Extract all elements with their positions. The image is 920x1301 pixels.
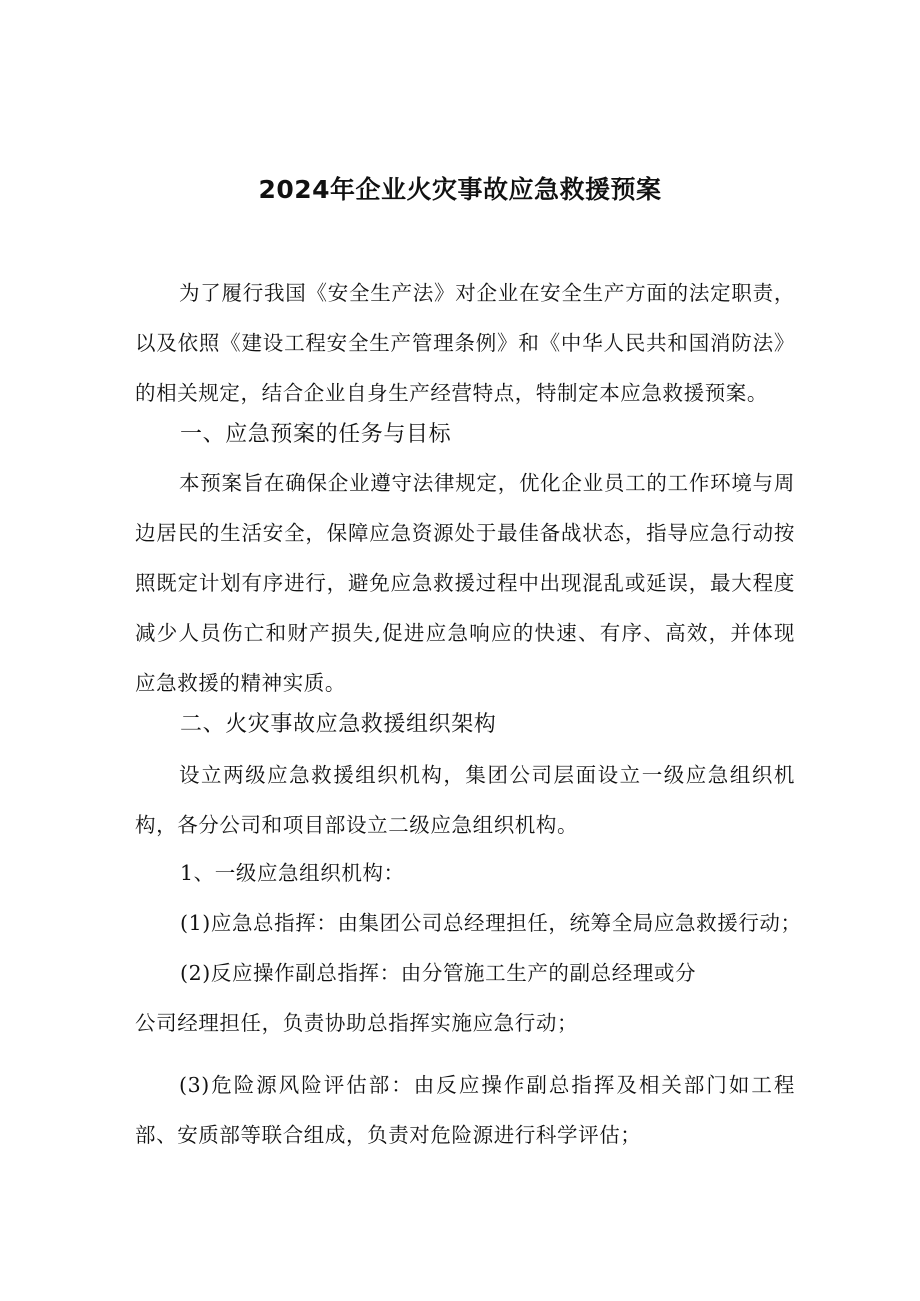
section-1-body: 本预案旨在确保企业遵守法律规定，优化企业员工的工作环境与周边居民的生活安全，保障应急资源处于最佳备战状态，指导应急行动按照既定计划有序进行，避免应急救援过程中出现混乱或延误，最大程度减少人员伤亡和财产损失,促进应急响应的快速、有序、高效，并体现应急救援的精神实质。 (135, 471, 795, 695)
level-1-label: 1、一级应急组织机构： (180, 861, 405, 885)
intro-paragraph: 为了履行我国《安全生产法》对企业在安全生产方面的法定职责，以及依照《建设工程安全生产管理条例》和《中华人民共和国消防法》的相关规定，结合企业自身生产经营特点，特制定本应急救援预案。 (135, 281, 795, 405)
item-3: (3)危险源风险评估部：由反应操作副总指挥及相关部门如工程部、安质部等联合组成，负责对危险源进行科学评估； (135, 1073, 795, 1147)
section-1-heading: 一、应急预案的任务与目标 (180, 422, 452, 447)
document-title: 2024年企业火灾事故应急救援预案 (258, 175, 662, 204)
item-1: (1)应急总指挥：由集团公司总经理担任，统筹全局应急救援行动； (180, 911, 802, 935)
section-2-body: 设立两级应急救援组织机构，集团公司层面设立一级应急组织机构，各分公司和项目部设立二级应急组织机构。 (135, 763, 795, 837)
item-2-line-1: (2)反应操作副总指挥：由分管施工生产的副总经理或分 (180, 961, 697, 985)
section-2-heading: 二、火灾事故应急救援组织架构 (180, 712, 497, 737)
item-2-line-2: 公司经理担任，负责协助总指挥实施应急行动； (135, 1011, 579, 1035)
